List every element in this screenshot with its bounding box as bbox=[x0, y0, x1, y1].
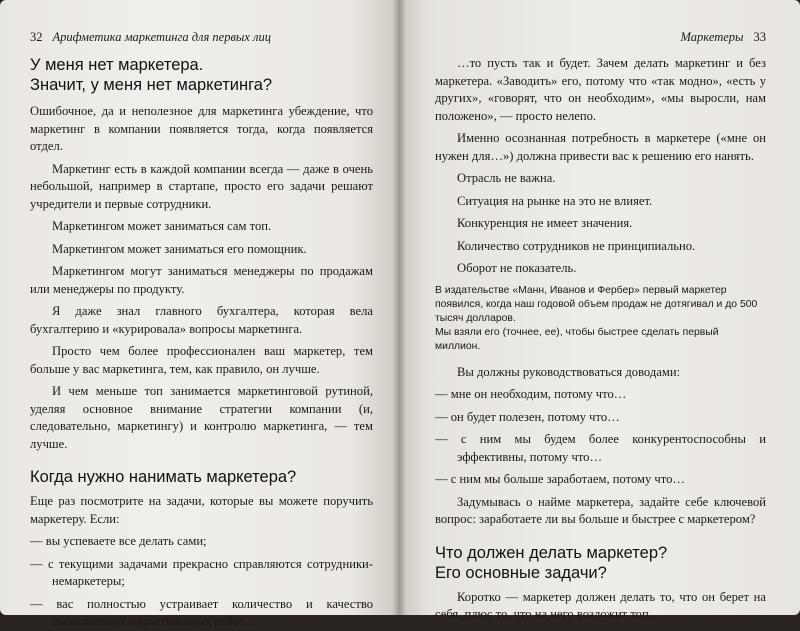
left-heading-2: Когда нужно нанимать маркетера? bbox=[30, 468, 297, 486]
right-short-line: Ситуация на рынке на это не влияет. bbox=[457, 193, 653, 208]
left-paragraph: Маркетингом может заниматься сам топ. bbox=[52, 219, 272, 233]
right-reason: — мне он необходим, потому что… bbox=[435, 387, 627, 401]
left-bullet: — с текущими задачами прекрасно справляются сотрудники-немаркетеры; bbox=[30, 556, 373, 588]
right-page-number: 33 bbox=[753, 30, 766, 44]
right-paragraph: Задумывась о найме маркетера, задайте себе ключевой вопрос: заработаете ли вы больше и быстрее с маркетером? bbox=[435, 494, 766, 526]
left-heading-1: У меня нет маркетера. Значит, у меня нет маркетинга? bbox=[30, 56, 273, 94]
note-line: Мы взяли его (точнее, ее), чтобы быстрее сделать первый миллион. bbox=[435, 326, 719, 352]
right-short-line: Количество сотрудников не принципиально. bbox=[457, 238, 696, 253]
right-reason: — с ним мы будем более конкурентоспособны и эффективны, потому что… bbox=[435, 432, 766, 464]
note-line: В издательстве «Манн, Иванов и Фербер» первый маркетер появился, когда наш годовой объем продаж не дотягивал и до 500 тысяч долларов. bbox=[435, 284, 758, 324]
sidebar-note bbox=[435, 284, 766, 354]
left-paragraph: Маркетингом могут заниматься менеджеры по продажам или менеджеры по продукту. bbox=[30, 264, 373, 296]
left-paragraph: Просто чем более профессионален ваш маркетер, тем больше у вас маркетинга, тем, как правило, он лучше. bbox=[30, 344, 373, 376]
left-paragraph: Маркетингом может заниматься его помощник. bbox=[52, 241, 307, 256]
right-paragraph: Именно осознанная потребность в маркетере («мне он нужен для…») должна привести вас к решению его нанять. bbox=[435, 131, 766, 163]
right-short-line: Отрасль не важна. bbox=[457, 171, 556, 185]
right-reason: — с ним мы больше заработаем, потому что… bbox=[435, 472, 685, 486]
left-page-number: 32 bbox=[30, 30, 43, 44]
left-page bbox=[0, 0, 397, 628]
right-heading: Что должен делать маркетер? Его основные задачи? bbox=[435, 543, 668, 582]
left-bullet: — вы успеваете все делать сами; bbox=[30, 534, 207, 548]
right-paragraph: …то пусть так и будет. Зачем делать маркетинг и без маркетера. «Заводить» его, потому что «так модно», «есть у других», «говорят, что он необходим», «мы выросли, нам положено», — просто нелепо. bbox=[435, 56, 766, 123]
left-paragraph: Маркетинг есть в каждой компании всегда — даже в очень небольшой, например в стартапе, просто его задачи решают учредители и первые сотрудники. bbox=[30, 161, 373, 211]
right-page bbox=[397, 0, 800, 621]
left-running-head bbox=[30, 30, 373, 45]
left-paragraph: Я даже знал главного бухгалтера, которая вела бухгалтерию и «курировала» вопросы маркетинга. bbox=[30, 304, 373, 336]
right-running-head bbox=[435, 30, 766, 45]
right-short-line: Оборот не показатель. bbox=[457, 261, 577, 275]
right-header-title: Маркетеры bbox=[680, 30, 744, 44]
left-paragraph: Еще раз посмотрите на задачи, которые вы можете поручить маркетеру. Если: bbox=[30, 494, 373, 526]
right-paragraph: Коротко — маркетер должен делать то, что он берет на себя, плюс то, что на него возложит топ. bbox=[435, 589, 766, 621]
right-short-line: Конкуренция не имеет значения. bbox=[457, 216, 633, 230]
right-reason: — он будет полезен, потому что… bbox=[435, 409, 620, 424]
left-paragraph: И чем меньше топ занимается маркетинговой рутиной, уделяя основное внимание стратегии компании (и, следовательно, маркетингу) и контролю маркетинга, — тем лучше. bbox=[30, 384, 373, 451]
right-paragraph: Вы должны руководствоваться доводами: bbox=[457, 364, 681, 379]
left-paragraph: Ошибочное, да и неполезное для маркетинга убеждение, что маркетинг в компании появляется тогда, когда появляется отдел. bbox=[30, 104, 373, 153]
left-header-title: Арифметика маркетинга для первых лиц bbox=[52, 30, 271, 44]
left-bullet: — вас полностью устраивает количество и качество выполненных маркетинговых работ… bbox=[30, 596, 373, 628]
